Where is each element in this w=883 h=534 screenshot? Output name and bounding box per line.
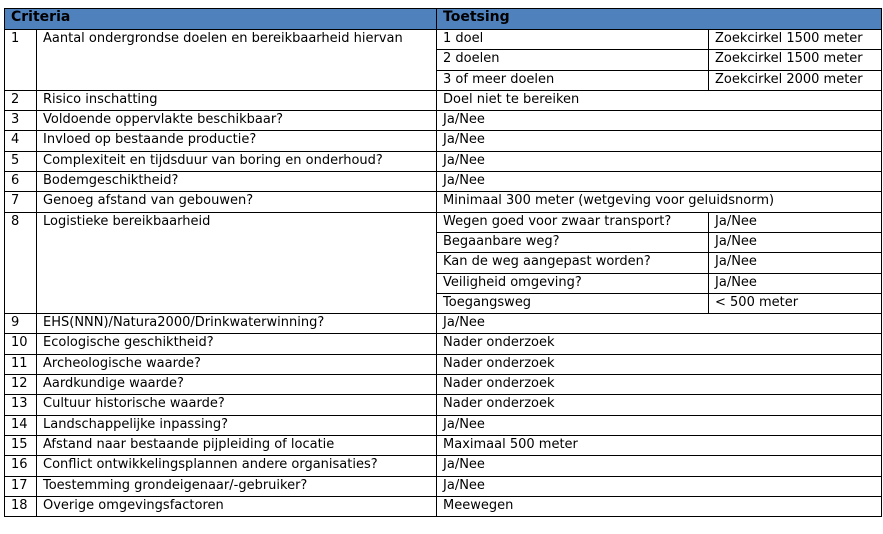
table-row [5,456,882,476]
toetsing-cell: Nader onderzoek [437,395,882,415]
sub-label-cell: Kan de weg aangepast worden? [437,253,709,273]
toetsing-cell: Ja/Nee [437,111,882,131]
sub-value-cell: Zoekcirkel 2000 meter [709,70,882,90]
row-number: 18 [5,496,37,516]
toetsing-cell: Ja/Nee [437,131,882,151]
sub-label-cell: Begaanbare weg? [437,232,709,252]
table-row [5,212,882,232]
sub-value-cell: < 500 meter [709,293,882,313]
toetsing-cell: Ja/Nee [437,415,882,435]
table-body [5,30,882,517]
row-number: 8 [5,212,37,313]
criterion-cell: Genoeg afstand van gebouwen? [37,192,437,212]
sub-value-cell: Zoekcirkel 1500 meter [709,30,882,50]
row-number: 1 [5,30,37,91]
row-number: 9 [5,314,37,334]
table-row [5,476,882,496]
criterion-cell: Ecologische geschiktheid? [37,334,437,354]
criterion-cell: Voldoende oppervlakte beschikbaar? [37,111,437,131]
criterion-cell: Overige omgevingsfactoren [37,496,437,516]
row-number: 16 [5,456,37,476]
criterion-cell: Bodemgeschiktheid? [37,172,437,192]
row-number: 5 [5,151,37,171]
criterion-cell: Toestemming grondeigenaar/-gebruiker? [37,476,437,496]
row-number: 15 [5,435,37,455]
table-row [5,314,882,334]
table-row [5,131,882,151]
sub-value-cell: Ja/Nee [709,212,882,232]
table-row [5,334,882,354]
sub-value-cell: Ja/Nee [709,253,882,273]
criterion-cell: EHS(NNN)/Natura2000/Drinkwaterwinning? [37,314,437,334]
table-row [5,496,882,516]
toetsing-cell: Nader onderzoek [437,375,882,395]
toetsing-cell: Minimaal 300 meter (wetgeving voor geluidsnorm) [437,192,882,212]
criterion-cell: Afstand naar bestaande pijpleiding of locatie [37,435,437,455]
row-number: 6 [5,172,37,192]
table-row [5,30,882,50]
toetsing-cell: Doel niet te bereiken [437,90,882,110]
table-row [5,375,882,395]
row-number: 3 [5,111,37,131]
toetsing-cell: Ja/Nee [437,151,882,171]
row-number: 2 [5,90,37,110]
criterion-cell: Complexiteit en tijdsduur van boring en onderhoud? [37,151,437,171]
toetsing-cell: Ja/Nee [437,456,882,476]
criteria-table [4,8,882,517]
sub-value-cell: Ja/Nee [709,232,882,252]
criterion-cell: Conflict ontwikkelingsplannen andere organisaties? [37,456,437,476]
row-number: 4 [5,131,37,151]
toetsing-cell: Nader onderzoek [437,334,882,354]
table-row [5,90,882,110]
toetsing-cell: Meewegen [437,496,882,516]
criterion-cell: Logistieke bereikbaarheid [37,212,437,313]
criterion-cell: Archeologische waarde? [37,354,437,374]
row-number: 14 [5,415,37,435]
table-row [5,354,882,374]
row-number: 13 [5,395,37,415]
row-number: 17 [5,476,37,496]
sub-label-cell: 3 of meer doelen [437,70,709,90]
sub-label-cell: Toegangsweg [437,293,709,313]
sub-label-cell: Wegen goed voor zwaar transport? [437,212,709,232]
sub-label-cell: 1 doel [437,30,709,50]
table-row [5,172,882,192]
table-row [5,435,882,455]
row-number: 10 [5,334,37,354]
row-number: 11 [5,354,37,374]
criterion-cell: Aardkundige waarde? [37,375,437,395]
criterion-cell: Aantal ondergrondse doelen en bereikbaarheid hiervan [37,30,437,91]
table-row [5,192,882,212]
table-row [5,151,882,171]
sub-label-cell: Veiligheid omgeving? [437,273,709,293]
sub-value-cell: Zoekcirkel 1500 meter [709,50,882,70]
table-row [5,395,882,415]
row-number: 12 [5,375,37,395]
row-number: 7 [5,192,37,212]
header-toetsing: Toetsing [437,9,882,30]
sub-value-cell: Ja/Nee [709,273,882,293]
toetsing-cell: Ja/Nee [437,476,882,496]
toetsing-cell: Nader onderzoek [437,354,882,374]
toetsing-cell: Ja/Nee [437,314,882,334]
toetsing-cell: Maximaal 500 meter [437,435,882,455]
sub-label-cell: 2 doelen [437,50,709,70]
criterion-cell: Invloed op bestaande productie? [37,131,437,151]
toetsing-cell: Ja/Nee [437,172,882,192]
header-criteria: Criteria [5,9,437,30]
table-row [5,111,882,131]
criterion-cell: Cultuur historische waarde? [37,395,437,415]
header-row [5,9,882,30]
criterion-cell: Risico inschatting [37,90,437,110]
table-row [5,415,882,435]
criterion-cell: Landschappelijke inpassing? [37,415,437,435]
